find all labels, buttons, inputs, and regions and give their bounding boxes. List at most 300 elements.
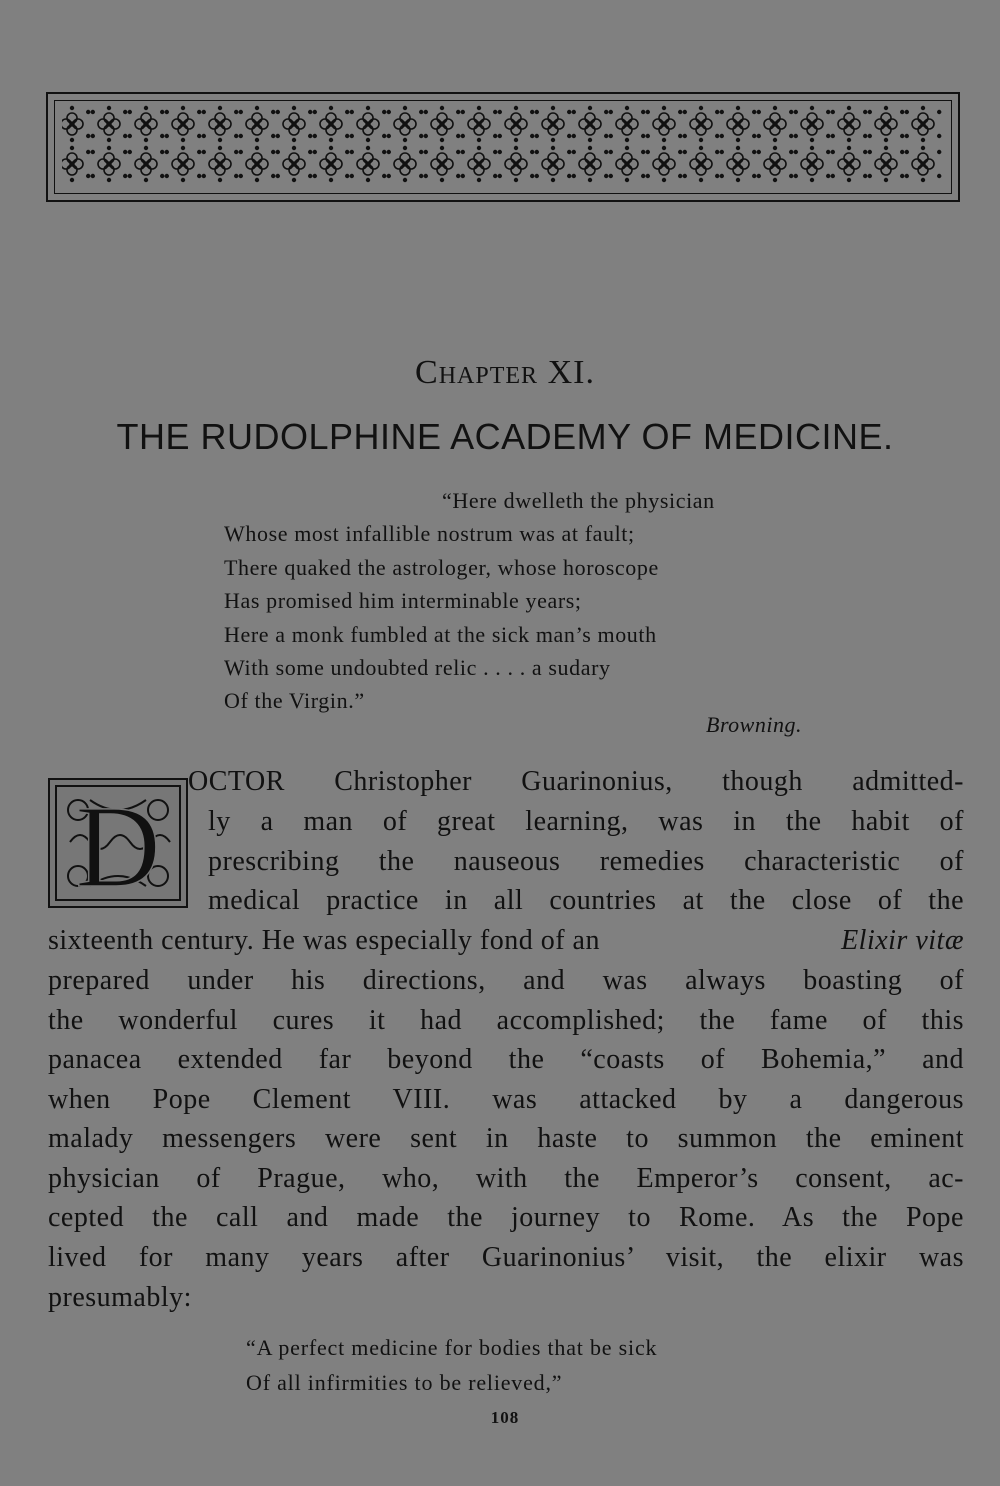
ornament-dot (900, 134, 904, 138)
ornament-dot (382, 150, 386, 154)
ornament-flower (246, 153, 268, 175)
body-line: when Pope Clement VIII. was attacked by a dangerous (48, 1084, 964, 1115)
epigraph-attribution: Browning. (706, 712, 802, 737)
ornament-dot (165, 134, 169, 138)
ornament-dot (826, 150, 830, 154)
ornament-flower (727, 153, 749, 175)
ornament-dot (847, 138, 851, 142)
ornament-flower (320, 113, 342, 135)
ornament-dot (535, 110, 539, 114)
body-line: the wonderful cures it had accomplished; the fame of this (48, 1005, 964, 1036)
ornament-dot (641, 150, 645, 154)
ornament-dot (773, 106, 777, 110)
epigraph-line: Has promised him interminable years; (224, 588, 582, 614)
ornament-dot (588, 138, 592, 142)
ornament-flower (653, 153, 675, 175)
ornament-dot (884, 138, 888, 142)
drop-cap-initial (48, 778, 188, 908)
ornament-dot (70, 146, 74, 150)
ornament-dot (937, 174, 941, 178)
ornament-dot (752, 150, 756, 154)
ornament-dot (868, 174, 872, 178)
ornament-dot (498, 150, 502, 154)
ornament-dot (572, 110, 576, 114)
ornament-dot (905, 134, 909, 138)
ornament-dot (826, 134, 830, 138)
ornament-flower (62, 113, 83, 135)
body-line: cepted the call and made the journey to Rome. As the Pope (48, 1202, 964, 1233)
ornament-dot (86, 110, 90, 114)
ornament-flower (357, 153, 379, 175)
ornament-dot (863, 134, 867, 138)
body-line: physician of Prague, who, with the Emperor’s consent, ac- (48, 1163, 964, 1194)
ornament-dot (625, 106, 629, 110)
ornament-dot (440, 146, 444, 150)
ornament-flower (172, 113, 194, 135)
body-line: panacea extended far beyond the “coasts of Bohemia,” and (48, 1044, 964, 1075)
ornament-dot (181, 146, 185, 150)
ornament-dot (609, 134, 613, 138)
ornament-dot (308, 110, 312, 114)
ornament-dot (609, 174, 613, 178)
ornament-dot (387, 134, 391, 138)
ornament-dot (921, 146, 925, 150)
body-line (48, 925, 964, 957)
ornament-dot (678, 134, 682, 138)
chapter-title: THE RUDOLPHINE ACADEMY OF MEDICINE. (116, 416, 894, 457)
ornament-dot (757, 150, 761, 154)
ornament-dot (419, 150, 423, 154)
ornament-dot (255, 178, 259, 182)
ornament-dot (493, 150, 497, 154)
ornament-flower (690, 113, 712, 135)
ornament-dot (572, 134, 576, 138)
ornament-dot (461, 110, 465, 114)
ornament-flower (394, 153, 416, 175)
ornament-flower (616, 153, 638, 175)
ornament-dot (276, 174, 280, 178)
ornament-dot (567, 134, 571, 138)
ornament-dot (366, 146, 370, 150)
ornament-dot (641, 110, 645, 114)
ornament-dot (773, 138, 777, 142)
ornament-dot (234, 134, 238, 138)
ornament-dot (403, 146, 407, 150)
ornament-dot (699, 138, 703, 142)
ornament-flower (283, 113, 305, 135)
ornament-dot (736, 146, 740, 150)
ornament-dot (345, 174, 349, 178)
ornament-dot (921, 106, 925, 110)
ornament-dot (826, 110, 830, 114)
ornament-dot (921, 178, 925, 182)
ornament-flower (468, 153, 490, 175)
ornament-dot (715, 150, 719, 154)
ornament-flower (246, 113, 268, 135)
ornament-dot (292, 178, 296, 182)
ornament-dot (847, 146, 851, 150)
ornament-dot (493, 134, 497, 138)
ornament-dot (292, 138, 296, 142)
body-line: OCTOR Christopher Guarinonius, though admitted- (188, 766, 964, 797)
ornament-dot (107, 138, 111, 142)
ornament-flower (505, 153, 527, 175)
ornament-dot (123, 174, 127, 178)
ornament-dot (70, 178, 74, 182)
ornament-dot (863, 110, 867, 114)
ornament-dot (123, 150, 127, 154)
ornament-dot (720, 150, 724, 154)
ornament-flower (690, 153, 712, 175)
epigraph-line: “Here dwelleth the physician (442, 488, 715, 513)
ornament-dot (604, 150, 608, 154)
ornament-flower (172, 153, 194, 175)
ornament-dot (456, 110, 460, 114)
ornament-dot (456, 150, 460, 154)
ornament-dot (440, 178, 444, 182)
ornament-dot (863, 150, 867, 154)
ornament-dot (424, 174, 428, 178)
ornament-dot (440, 138, 444, 142)
ornament-flower (283, 153, 305, 175)
ornament-flower (98, 113, 120, 135)
ornament-dot (905, 150, 909, 154)
ornament-dot (239, 174, 243, 178)
ornament-dot (271, 134, 275, 138)
ornament-dot (662, 138, 666, 142)
ornament-dot (350, 110, 354, 114)
ornament-dot (255, 106, 259, 110)
ornament-dot (271, 110, 275, 114)
ornament-dot (70, 106, 74, 110)
ornament-dot (165, 174, 169, 178)
ornament-dot (197, 110, 201, 114)
closing-verse-line: “A perfect medicine for bodies that be sick (246, 1335, 658, 1360)
ornament-dot (530, 110, 534, 114)
ornament-dot (493, 110, 497, 114)
ornament-dot (625, 178, 629, 182)
ornament-dot (514, 138, 518, 142)
ornament-dot (329, 146, 333, 150)
ornament-dot (308, 174, 312, 178)
ornament-dot (752, 110, 756, 114)
ornament-dot (736, 138, 740, 142)
ornament-dot (752, 174, 756, 178)
ornament-dot (905, 110, 909, 114)
ornament-dot (810, 106, 814, 110)
ornament-dot (366, 106, 370, 110)
body-line: ly a man of great learning, was in the habit of (208, 806, 964, 837)
closing-verse (246, 1330, 657, 1400)
ornament-dot (160, 150, 164, 154)
ornament-dot (567, 110, 571, 114)
ornament-dot (699, 106, 703, 110)
ornament-dot (308, 150, 312, 154)
ornament-dot (144, 106, 148, 110)
ornament-dot (551, 146, 555, 150)
ornament-dot (218, 178, 222, 182)
ornament-dot (144, 138, 148, 142)
ornament-flower (357, 113, 379, 135)
ornament-dot (678, 150, 682, 154)
ornament-dot (197, 150, 201, 154)
ornament-dot (810, 146, 814, 150)
ornament-dot (662, 106, 666, 110)
ornament-dot (884, 106, 888, 110)
ornament-dot (91, 174, 95, 178)
ornament-dot (937, 134, 941, 138)
ornament-dot (91, 150, 95, 154)
ornament-dot (683, 134, 687, 138)
ornament-dot (868, 110, 872, 114)
ornament-dot (900, 174, 904, 178)
ornament-flower (579, 153, 601, 175)
ornament-dot (234, 174, 238, 178)
ornament-dot (477, 138, 481, 142)
ornament-flower (764, 113, 786, 135)
ornament-dot (678, 110, 682, 114)
page-number: 108 (490, 1408, 520, 1427)
ornament-dot (202, 174, 206, 178)
ornament-flower (135, 113, 157, 135)
ornament-dot (609, 150, 613, 154)
ornament-dot (905, 174, 909, 178)
ornament-dot (128, 150, 132, 154)
ornament-dot (567, 174, 571, 178)
ornament-dot (350, 134, 354, 138)
ornament-dot (625, 138, 629, 142)
ornament-dot (329, 138, 333, 142)
ornament-dot (900, 150, 904, 154)
ornament-dot (419, 134, 423, 138)
ornament-dot (350, 174, 354, 178)
ornament-dot (86, 174, 90, 178)
ornament-dot (329, 178, 333, 182)
ornament-dot (461, 134, 465, 138)
ornament-dot (276, 134, 280, 138)
ornament-dot (720, 110, 724, 114)
ornament-dot (551, 106, 555, 110)
ornament-dot (720, 134, 724, 138)
ornament-dot (530, 174, 534, 178)
ornament-dot (720, 174, 724, 178)
ornament-dot (884, 178, 888, 182)
ornament-dot (218, 106, 222, 110)
ornament-dot (810, 178, 814, 182)
ornament-dot (551, 178, 555, 182)
ornament-dot (313, 174, 317, 178)
ornament-flower (764, 153, 786, 175)
ornament-dot (514, 146, 518, 150)
ornament-flower (616, 113, 638, 135)
ornament-dot (345, 134, 349, 138)
ornament-flower (912, 113, 934, 135)
ornament-dot (128, 110, 132, 114)
ornament-dot (86, 150, 90, 154)
ornament-dot (160, 174, 164, 178)
drop-cap-ornament (50, 780, 186, 906)
ornament-dot (757, 110, 761, 114)
ornament-dot (535, 150, 539, 154)
ornament-dot (271, 174, 275, 178)
body-line: malady messengers were sent in haste to summon the eminent (48, 1123, 964, 1154)
chapter-heading: Chapter XI. (415, 354, 595, 391)
ornament-dot (498, 110, 502, 114)
ornament-dot (128, 134, 132, 138)
epigraph-line: Of the Virgin.” (224, 688, 365, 714)
ornament-flower (801, 153, 823, 175)
closing-verse-line: Of all infirmities to be relieved,” (246, 1370, 563, 1395)
ornament-dot (160, 134, 164, 138)
ornament-dot (641, 174, 645, 178)
ornament-dot (921, 138, 925, 142)
epigraph-line: There quaked the astrologer, whose horoscope (224, 554, 659, 580)
ornament-dot (572, 174, 576, 178)
ornament-dot (831, 174, 835, 178)
ornament-dot (144, 178, 148, 182)
ornament-dot (197, 134, 201, 138)
ornament-dot (424, 150, 428, 154)
ornament-dot (202, 110, 206, 114)
ornament-dot (757, 174, 761, 178)
ornament-dot (197, 174, 201, 178)
ornament-dot (493, 174, 497, 178)
ornament-flower (912, 153, 934, 175)
ornament-dot (218, 138, 222, 142)
ornament-dot (826, 174, 830, 178)
ornament-flower (209, 153, 231, 175)
ornament-flower (542, 153, 564, 175)
ornament-dot (128, 174, 132, 178)
ornament-dot (831, 110, 835, 114)
ornament-dot (588, 106, 592, 110)
ornament-dot (535, 134, 539, 138)
ornament-dot (345, 150, 349, 154)
ornament-dot (773, 178, 777, 182)
ornament-dot (403, 178, 407, 182)
ornament-dot (366, 178, 370, 182)
ornament-dot (604, 134, 608, 138)
ornament-dot (530, 134, 534, 138)
ornament-dot (107, 178, 111, 182)
ornament-flower (875, 113, 897, 135)
body-line: medical practice in all countries at the close of the (208, 885, 964, 916)
ornament-dot (350, 150, 354, 154)
ornament-dot (604, 174, 608, 178)
ornament-dot (234, 150, 238, 154)
ornament-dot (884, 146, 888, 150)
ornament-dot (255, 146, 259, 150)
ornament-dot (461, 150, 465, 154)
ornament-flower (135, 153, 157, 175)
ornament-dot (387, 174, 391, 178)
ornament-dot (789, 134, 793, 138)
ornament-dot (646, 110, 650, 114)
ornament-dot (567, 150, 571, 154)
ornament-dot (646, 134, 650, 138)
ornament-dot (366, 138, 370, 142)
ornament-dot (477, 146, 481, 150)
ornament-dot (794, 150, 798, 154)
ornament-dot (456, 174, 460, 178)
ornament-dot (456, 134, 460, 138)
ornament-dot (123, 110, 127, 114)
ornament-flower (62, 153, 83, 175)
ornament-dot (160, 110, 164, 114)
ornament-dot (477, 178, 481, 182)
ornament-dot (715, 134, 719, 138)
ornament-dot (424, 110, 428, 114)
ornament-dot (789, 174, 793, 178)
ornament-dot (165, 110, 169, 114)
ornament-dot (588, 178, 592, 182)
ornament-dot (70, 138, 74, 142)
ornament-flower (727, 113, 749, 135)
ornament-dot (91, 134, 95, 138)
epigraph-line: Whose most infallible nostrum was at fault; (224, 521, 635, 547)
ornament-dot (313, 110, 317, 114)
ornament-dot (239, 110, 243, 114)
ornament-dot (239, 150, 243, 154)
ornamental-header-banner (46, 92, 960, 202)
ornament-dot (424, 134, 428, 138)
ornament-dot (572, 150, 576, 154)
ornament-dot (789, 110, 793, 114)
ornament-dot (345, 110, 349, 114)
ornament-dot (868, 150, 872, 154)
ornament-dot (218, 146, 222, 150)
ornament-dot (255, 138, 259, 142)
ornament-dot (752, 134, 756, 138)
ornament-dot (646, 150, 650, 154)
svg-text:D: D (75, 781, 161, 906)
ornament-dot (181, 138, 185, 142)
ornament-flower (838, 153, 860, 175)
body-line: prescribing the nauseous remedies characteristic of (208, 846, 964, 877)
ornament-dot (107, 146, 111, 150)
ornament-flower (875, 153, 897, 175)
ornament-flower (431, 113, 453, 135)
ornament-dot (794, 174, 798, 178)
ornament-dot (646, 174, 650, 178)
ornament-dot (535, 174, 539, 178)
ornament-dot (683, 174, 687, 178)
ornament-dot (868, 134, 872, 138)
ornament-dot (461, 174, 465, 178)
ornament-dot (683, 110, 687, 114)
ornament-dot (91, 110, 95, 114)
ornament-dot (419, 110, 423, 114)
ornament-dot (387, 150, 391, 154)
ornament-dot (847, 106, 851, 110)
ornament-dot (794, 110, 798, 114)
ornament-dot (831, 150, 835, 154)
ornament-dot (625, 146, 629, 150)
epigraph (224, 484, 715, 718)
ornament-dot (604, 110, 608, 114)
ornament-dot (588, 146, 592, 150)
ornament-dot (773, 146, 777, 150)
ornament-dot (789, 150, 793, 154)
ornament-dot (292, 106, 296, 110)
ornament-dot (683, 150, 687, 154)
epigraph-line: With some undoubted relic . . . . a sudary (224, 655, 611, 681)
ornament-dot (514, 106, 518, 110)
ornament-dot (382, 174, 386, 178)
ornament-dot (403, 106, 407, 110)
body-line: prepared under his directions, and was always boasting of (48, 965, 964, 996)
ornament-dot (234, 110, 238, 114)
